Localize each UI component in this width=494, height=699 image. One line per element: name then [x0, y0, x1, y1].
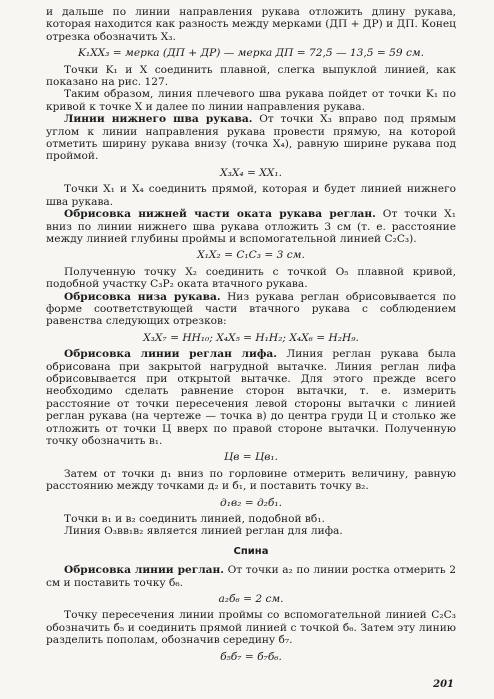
formula: Цв = Цв₁.: [223, 451, 279, 464]
paragraph: Точки в₁ и в₂ соединить линией, подобной вб₁.: [64, 513, 325, 526]
paragraph-text: Низ рукава реглан обрисовывается по форме соответствующей части втачного рукава с соблюдением равенства следующих отрезков:: [46, 290, 457, 328]
paragraph-heading: Обрисовка низа рукава.: [64, 290, 221, 303]
paragraph: и дальше по линии направления рукава отложить длину рукава, которая находится как разность между мерками (ДП + ДР) и ДП. Конец отрезка обозначить X₃.: [46, 6, 456, 43]
paragraph: [46, 208, 456, 245]
paragraph-text: От точки X₁ вниз по линии нижнего шва рукава отложить 3 см (т. е. расстояние между линией глубины проймы и вспомогательной линией C₂C₃).: [46, 208, 456, 245]
paragraph-heading: Обрисовка линии реглан лифа.: [64, 348, 277, 361]
paragraph: [46, 113, 456, 163]
paragraph: Таким образом, линия плечевого шва рукава пойдет от точки K₁ по кривой к точке X и далее по линии направления рукава.: [46, 88, 456, 113]
formula: б₅б₇ = б₇б₆.: [220, 650, 282, 663]
formula: д₁в₂ = д₂б₁.: [219, 496, 283, 509]
paragraph: Линия O₃вв₁в₂ является линией реглан для лифа.: [64, 525, 343, 538]
paragraph: Затем от точки д₁ вниз по горловине отмерить величину, равную расстоянию между точками д₂ и б₁, и поставить точку в₂.: [46, 467, 456, 493]
paragraph: Полученную точку X₂ соединить с точкой O₅ плавной кривой, подобной участку C₃P₂ оката втачного рукава.: [46, 265, 456, 291]
page-number: 201: [433, 678, 454, 690]
section-heading: Спина: [233, 545, 269, 557]
paragraph: [46, 564, 456, 589]
formula: K₁XX₃ = мерка (ДП + ДР) — мерка ДП = 72,5 — 13,5 = 59 см.: [77, 47, 425, 60]
paragraph-heading: Обрисовка нижней части оката рукава реглан.: [64, 208, 376, 221]
formula: X₁X₂ = C₁C₃ = 3 см.: [197, 249, 305, 262]
paragraph-heading: Линии нижнего шва рукава.: [64, 113, 253, 126]
paragraph: Точки X₁ и X₄ соединить прямой, которая и будет линией нижнего шва рукава.: [46, 183, 456, 208]
paragraph: Точку пересечения линии проймы со вспомогательной линией C₂C₃ обозначить б₅ и соединить прямой линией с точкой б₆. Затем эту линию разделить пополам, обозначив середину б₇.: [46, 609, 456, 647]
paragraph-text: От точки а₂ по линии ростка отмерить 2 см и поставить точку б₆.: [46, 564, 456, 589]
paragraph-heading: Обрисовка линии реглан.: [64, 564, 224, 577]
paragraph-text: От точки X₃ вправо под прямым углом к линии направления рукава провести прямую, на которой отметить ширину рукава внизу (точка X₄), равную ширине рукава под проймой.: [46, 113, 456, 163]
paragraph: [46, 348, 456, 447]
formula: а₂б₆ = 2 см.: [218, 593, 284, 606]
formula: X₃X₇ = HH₁₀; X₄X₅ = H₁H₂; X₄X₆ = H₂H₉.: [143, 331, 359, 344]
formula: X₃X₄ = XX₁.: [220, 166, 282, 179]
paragraph: Точки K₁ и X соединить плавной, слегка выпуклой линией, как показано на рис. 127.: [46, 63, 456, 89]
paragraph: [46, 291, 456, 328]
paragraph-text: Линия реглан рукава была обрисована при закрытой нагрудной вытачке. Линия реглан лифа обрисовывается при открытой вытачке. Для этого прежде всего необходимо сделать равнение сторон вытачки, т. е. измерить расстояние от точки пересечения левой стороны вытачки с линией реглан рукава (на чертеже — точка в) до центра груди Ц и столько же отложить от точки Ц вверх по правой стороне вытачки. Полученную точку обозначить в₁.: [46, 348, 456, 447]
